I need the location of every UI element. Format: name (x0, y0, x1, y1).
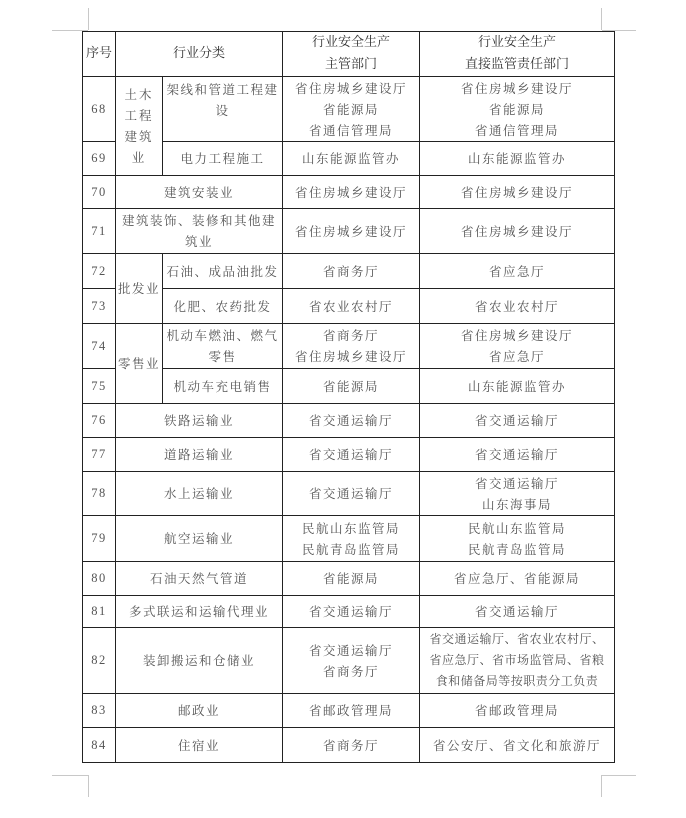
header-seq: 序号 (83, 32, 116, 77)
row-number: 82 (83, 628, 116, 694)
subcategory: 石油、成品油批发 (163, 254, 283, 289)
supervisor-cell: 省交通运输厅 (283, 404, 420, 438)
row-number: 77 (83, 438, 116, 472)
category: 多式联运和运输代理业 (116, 596, 283, 628)
subcategory: 化肥、农药批发 (163, 289, 283, 324)
group-wholesale: 批发业 (116, 254, 163, 324)
direct-cell: 省交通运输厅 (420, 438, 615, 472)
table-row (83, 404, 615, 438)
supervisor-cell: 省邮政管理局 (283, 694, 420, 728)
subcategory: 电力工程施工 (163, 142, 283, 176)
crop-mark-bottom-left-h (52, 775, 88, 776)
header-row (83, 32, 615, 77)
supervisor-cell: 省商务厅 (283, 728, 420, 763)
table-row (83, 694, 615, 728)
direct-cell: 省公安厅、省文化和旅游厅 (420, 728, 615, 763)
table-row (83, 516, 615, 562)
row-number: 75 (83, 369, 116, 404)
row-number: 80 (83, 562, 116, 596)
direct-cell: 省农业农村厅 (420, 289, 615, 324)
table-row (83, 289, 615, 324)
supervisor-cell: 省商务厅 省住房城乡建设厅 (283, 324, 420, 369)
category: 航空运输业 (116, 516, 283, 562)
crop-mark-bottom-right-h (602, 775, 636, 776)
direct-cell: 省交通运输厅、省农业农村厅、 省应急厅、省市场监管局、省粮 食和储备局等按职责分工负责 (420, 628, 615, 694)
category: 邮政业 (116, 694, 283, 728)
supervisor-cell: 省住房城乡建设厅 省能源局 省通信管理局 (283, 77, 420, 142)
supervisor-cell: 省交通运输厅 省商务厅 (283, 628, 420, 694)
header-category: 行业分类 (116, 32, 283, 77)
group-retail: 零售业 (116, 324, 163, 404)
category: 建筑装饰、装修和其他建筑业 (116, 209, 283, 254)
table-row (83, 596, 615, 628)
supervisor-cell: 山东能源监管办 (283, 142, 420, 176)
direct-cell: 省交通运输厅 山东海事局 (420, 472, 615, 516)
supervisor-cell: 省能源局 (283, 562, 420, 596)
row-number: 71 (83, 209, 116, 254)
table-row (83, 438, 615, 472)
table-row (83, 369, 615, 404)
supervisor-cell: 省交通运输厅 (283, 472, 420, 516)
table-row (83, 728, 615, 763)
direct-cell: 省邮政管理局 (420, 694, 615, 728)
row-number: 83 (83, 694, 116, 728)
table-row (83, 176, 615, 209)
category: 住宿业 (116, 728, 283, 763)
table-row (83, 209, 615, 254)
supervisor-cell: 省交通运输厅 (283, 596, 420, 628)
direct-cell: 省交通运输厅 (420, 596, 615, 628)
row-number: 78 (83, 472, 116, 516)
row-number: 69 (83, 142, 116, 176)
row-number: 72 (83, 254, 116, 289)
row-number: 68 (83, 77, 116, 142)
direct-cell: 民航山东监管局 民航青岛监管局 (420, 516, 615, 562)
direct-cell: 省住房城乡建设厅 省能源局 省通信管理局 (420, 77, 615, 142)
subcategory: 机动车充电销售 (163, 369, 283, 404)
crop-mark-bottom-left-v (88, 775, 89, 797)
row-number: 81 (83, 596, 116, 628)
direct-cell: 省住房城乡建设厅 省应急厅 (420, 324, 615, 369)
category: 装卸搬运和仓储业 (116, 628, 283, 694)
supervisor-cell: 省住房城乡建设厅 (283, 176, 420, 209)
table-row (83, 472, 615, 516)
table-row (83, 324, 615, 369)
supervisor-cell: 省商务厅 (283, 254, 420, 289)
supervisor-cell: 省能源局 (283, 369, 420, 404)
table-row (83, 254, 615, 289)
row-number: 79 (83, 516, 116, 562)
direct-cell: 省交通运输厅 (420, 404, 615, 438)
table-row (83, 142, 615, 176)
direct-cell: 山东能源监管办 (420, 369, 615, 404)
direct-cell: 省住房城乡建设厅 (420, 209, 615, 254)
crop-mark-top-right-v (601, 8, 602, 30)
industry-safety-table (82, 31, 615, 763)
header-supervisor: 行业安全生产 主管部门 (283, 32, 420, 77)
group-civil-engineering: 土木 工程 建筑业 (116, 77, 163, 176)
row-number: 84 (83, 728, 116, 763)
category: 建筑安装业 (116, 176, 283, 209)
crop-mark-bottom-right-v (601, 775, 602, 797)
row-number: 70 (83, 176, 116, 209)
supervisor-cell: 民航山东监管局 民航青岛监管局 (283, 516, 420, 562)
subcategory: 机动车燃油、燃气零售 (163, 324, 283, 369)
table-row (83, 77, 615, 142)
row-number: 74 (83, 324, 116, 369)
subcategory: 架线和管道工程建设 (163, 77, 283, 142)
supervisor-cell: 省住房城乡建设厅 (283, 209, 420, 254)
category: 道路运输业 (116, 438, 283, 472)
supervisor-cell: 省农业农村厅 (283, 289, 420, 324)
table-row (83, 562, 615, 596)
category: 石油天然气管道 (116, 562, 283, 596)
direct-cell: 山东能源监管办 (420, 142, 615, 176)
row-number: 76 (83, 404, 116, 438)
category: 水上运输业 (116, 472, 283, 516)
direct-cell: 省应急厅、省能源局 (420, 562, 615, 596)
header-direct: 行业安全生产 直接监管责任部门 (420, 32, 615, 77)
crop-mark-top-left-v (88, 8, 89, 30)
supervisor-cell: 省交通运输厅 (283, 438, 420, 472)
row-number: 73 (83, 289, 116, 324)
category: 铁路运输业 (116, 404, 283, 438)
direct-cell: 省应急厅 (420, 254, 615, 289)
table-row (83, 628, 615, 694)
direct-cell: 省住房城乡建设厅 (420, 176, 615, 209)
